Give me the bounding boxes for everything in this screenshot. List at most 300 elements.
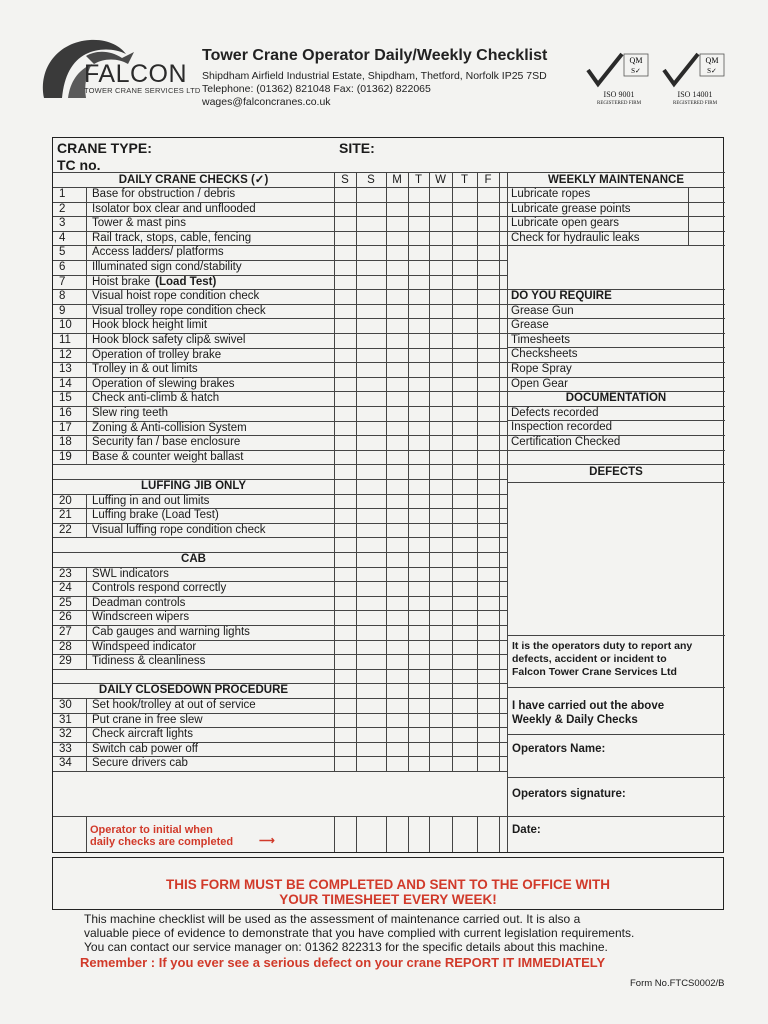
weekly-maintenance-title: WEEKLY MAINTENANCE [547, 174, 685, 186]
day-checkbox[interactable] [386, 216, 408, 231]
initial-box[interactable] [429, 816, 452, 852]
day-checkbox[interactable] [386, 435, 408, 450]
day-checkbox[interactable] [452, 406, 477, 421]
day-checkbox[interactable] [408, 713, 429, 728]
day-checkbox[interactable] [356, 713, 386, 728]
day-checkbox[interactable] [334, 260, 356, 275]
day-checkbox[interactable] [408, 304, 429, 319]
day-checkbox[interactable] [429, 435, 452, 450]
day-checkbox[interactable] [386, 698, 408, 713]
require-item: Checksheets [511, 348, 578, 361]
day-checkbox[interactable] [452, 318, 477, 333]
day-checkbox[interactable] [452, 508, 477, 523]
day-checkbox[interactable] [334, 654, 356, 669]
day-checkbox[interactable] [408, 421, 429, 436]
day-checkbox[interactable] [408, 756, 429, 771]
day-checkbox[interactable] [408, 567, 429, 582]
day-checkbox[interactable] [477, 625, 499, 640]
day-checkbox[interactable] [356, 567, 386, 582]
day-checkbox[interactable] [334, 289, 356, 304]
day-checkbox[interactable] [356, 216, 386, 231]
day-checkbox[interactable] [334, 391, 356, 406]
day-checkbox[interactable] [386, 377, 408, 392]
day-checkbox[interactable] [477, 231, 499, 246]
day-checkbox[interactable] [429, 508, 452, 523]
day-checkbox[interactable] [356, 362, 386, 377]
day-checkbox[interactable] [334, 231, 356, 246]
day-checkbox[interactable] [356, 523, 386, 538]
day-checkbox[interactable] [386, 450, 408, 465]
day-checkbox[interactable] [408, 494, 429, 509]
day-checkbox[interactable] [386, 508, 408, 523]
day-checkbox[interactable] [356, 231, 386, 246]
day-checkbox[interactable] [386, 640, 408, 655]
day-checkbox[interactable] [334, 567, 356, 582]
day-checkbox[interactable] [334, 348, 356, 363]
day-checkbox[interactable] [408, 289, 429, 304]
item-label: Access ladders/ platforms [92, 246, 224, 259]
day-checkbox[interactable] [408, 348, 429, 363]
row-rule [53, 771, 507, 772]
day-checkbox[interactable] [356, 304, 386, 319]
day-checkbox[interactable] [386, 231, 408, 246]
item-label: Trolley in & out limits [92, 363, 198, 376]
day-checkbox[interactable] [386, 289, 408, 304]
day-checkbox[interactable] [408, 640, 429, 655]
day-checkbox[interactable] [334, 756, 356, 771]
day-checkbox[interactable] [408, 406, 429, 421]
weekly-checkbox[interactable] [688, 231, 725, 246]
day-checkbox[interactable] [334, 275, 356, 290]
checklist-item [92, 377, 235, 391]
day-checkbox[interactable] [452, 523, 477, 538]
initial-box[interactable] [334, 816, 356, 852]
day-checkbox[interactable] [429, 216, 452, 231]
day-checkbox[interactable] [386, 610, 408, 625]
day-checkbox[interactable] [386, 318, 408, 333]
day-checkbox[interactable] [356, 435, 386, 450]
day-checkbox[interactable] [452, 391, 477, 406]
day-checkbox[interactable] [356, 318, 386, 333]
day-checkbox[interactable] [429, 756, 452, 771]
operators-signature-field[interactable] [643, 780, 725, 814]
weekly-checkbox[interactable] [688, 216, 725, 231]
day-checkbox[interactable] [334, 318, 356, 333]
operators-name-field[interactable] [619, 737, 725, 773]
day-checkbox[interactable] [386, 596, 408, 611]
defects-area[interactable] [507, 482, 725, 635]
day-checkbox[interactable] [477, 640, 499, 655]
day-checkbox[interactable] [477, 391, 499, 406]
day-checkbox[interactable] [429, 596, 452, 611]
day-checkbox[interactable] [477, 450, 499, 465]
operator-initial-note: Operator to initial when [90, 824, 213, 836]
day-checkbox[interactable] [334, 216, 356, 231]
day-checkbox[interactable] [452, 450, 477, 465]
day-checkbox[interactable] [356, 289, 386, 304]
item-number: 16 [59, 407, 72, 419]
day-checkbox[interactable] [386, 304, 408, 319]
day-checkbox[interactable] [386, 406, 408, 421]
date-field[interactable] [551, 818, 725, 850]
day-checkbox[interactable] [334, 742, 356, 757]
day-checkbox[interactable] [356, 698, 386, 713]
weekly-item: Check for hydraulic leaks [511, 231, 640, 244]
day-checkbox[interactable] [477, 698, 499, 713]
day-checkbox[interactable] [477, 333, 499, 348]
day-checkbox[interactable] [429, 654, 452, 669]
day-checkbox[interactable] [477, 318, 499, 333]
day-checkbox[interactable] [477, 289, 499, 304]
day-checkbox[interactable] [429, 260, 452, 275]
day-checkbox[interactable] [408, 596, 429, 611]
day-checkbox[interactable] [429, 289, 452, 304]
day-checkbox[interactable] [429, 421, 452, 436]
day-checkbox[interactable] [408, 742, 429, 757]
day-checkbox[interactable] [334, 202, 356, 217]
day-checkbox[interactable] [452, 581, 477, 596]
initial-box[interactable] [477, 816, 499, 852]
day-checkbox[interactable] [452, 202, 477, 217]
day-checkbox[interactable] [452, 756, 477, 771]
day-checkbox[interactable] [477, 742, 499, 757]
day-checkbox[interactable] [452, 348, 477, 363]
cert-sub: REGISTERED FIRM [596, 101, 642, 106]
day-checkbox[interactable] [429, 304, 452, 319]
day-checkbox[interactable] [356, 377, 386, 392]
day-checkbox[interactable] [356, 245, 386, 260]
cert-name: ISO 9001 [603, 90, 635, 99]
day-checkbox[interactable] [356, 450, 386, 465]
documentation-title: DOCUMENTATION [565, 392, 667, 405]
day-checkbox[interactable] [334, 523, 356, 538]
day-checkbox[interactable] [477, 245, 499, 260]
day-checkbox[interactable] [334, 727, 356, 742]
day-checkbox[interactable] [386, 260, 408, 275]
day-checkbox[interactable] [408, 202, 429, 217]
day-checkbox[interactable] [429, 187, 452, 202]
day-checkbox[interactable] [452, 713, 477, 728]
day-checkbox[interactable] [408, 581, 429, 596]
day-checkbox[interactable] [452, 698, 477, 713]
initial-box[interactable] [408, 816, 429, 852]
item-label: Hook block height limit [92, 319, 208, 332]
day-checkbox[interactable] [429, 567, 452, 582]
day-checkbox[interactable] [452, 494, 477, 509]
checklist-item [92, 187, 235, 201]
day-checkbox[interactable] [356, 756, 386, 771]
day-checkbox[interactable] [386, 567, 408, 582]
day-checkbox[interactable] [386, 275, 408, 290]
item-label: Operation of slewing brakes [92, 377, 235, 390]
day-checkbox[interactable] [386, 494, 408, 509]
day-checkbox[interactable] [452, 421, 477, 436]
day-checkbox[interactable] [452, 596, 477, 611]
day-checkbox[interactable] [408, 450, 429, 465]
day-checkbox[interactable] [477, 508, 499, 523]
day-checkbox[interactable] [356, 727, 386, 742]
day-checkbox[interactable] [408, 275, 429, 290]
item-label: Controls respond correctly [92, 582, 227, 595]
require-item: Timesheets [511, 333, 571, 346]
item-number: 7 [59, 275, 66, 288]
day-checkbox[interactable] [334, 596, 356, 611]
day-checkbox[interactable] [477, 567, 499, 582]
day-checkbox[interactable] [429, 742, 452, 757]
day-checkbox[interactable] [386, 348, 408, 363]
column-rule [452, 172, 453, 772]
cert-sub: REGISTERED FIRM [672, 101, 718, 106]
item-label: Windscreen wipers [92, 611, 190, 624]
day-checkbox[interactable] [452, 377, 477, 392]
day-checkbox[interactable] [356, 581, 386, 596]
day-checkbox[interactable] [386, 421, 408, 436]
day-checkbox[interactable] [408, 260, 429, 275]
day-checkbox[interactable] [452, 260, 477, 275]
day-checkbox[interactable] [452, 610, 477, 625]
item-label: Visual luffing rope condition check [92, 523, 266, 536]
day-checkbox[interactable] [386, 202, 408, 217]
day-checkbox[interactable] [334, 640, 356, 655]
day-checkbox[interactable] [408, 523, 429, 538]
initial-box[interactable] [452, 816, 477, 852]
day-checkbox[interactable] [477, 187, 499, 202]
day-checkbox[interactable] [477, 260, 499, 275]
day-checkbox[interactable] [477, 523, 499, 538]
day-checkbox[interactable] [356, 260, 386, 275]
day-checkbox[interactable] [477, 581, 499, 596]
day-checkbox[interactable] [429, 202, 452, 217]
day-checkbox[interactable] [408, 362, 429, 377]
day-checkbox[interactable] [356, 640, 386, 655]
day-checkbox[interactable] [408, 391, 429, 406]
day-checkbox[interactable] [429, 494, 452, 509]
day-checkbox[interactable] [356, 187, 386, 202]
day-checkbox[interactable] [429, 640, 452, 655]
day-checkbox[interactable] [386, 756, 408, 771]
day-checkbox[interactable] [334, 435, 356, 450]
day-checkbox[interactable] [477, 202, 499, 217]
day-checkbox[interactable] [477, 275, 499, 290]
day-checkbox[interactable] [408, 333, 429, 348]
day-checkbox[interactable] [356, 494, 386, 509]
day-checkbox[interactable] [452, 742, 477, 757]
day-checkbox[interactable] [477, 756, 499, 771]
crane-type-label: CRANE TYPE: [57, 140, 152, 156]
day-checkbox[interactable] [452, 231, 477, 246]
checklist-item [92, 640, 196, 654]
day-checkbox[interactable] [408, 216, 429, 231]
day-checkbox[interactable] [334, 508, 356, 523]
day-checkbox[interactable] [429, 377, 452, 392]
day-checkbox[interactable] [429, 318, 452, 333]
day-checkbox[interactable] [334, 377, 356, 392]
day-checkbox[interactable] [429, 391, 452, 406]
day-checkbox[interactable] [452, 362, 477, 377]
checklist-item [92, 610, 189, 624]
day-checkbox[interactable] [408, 508, 429, 523]
day-checkbox[interactable] [477, 216, 499, 231]
item-label: Security fan / base enclosure [92, 436, 241, 449]
item-label: Hook block safety clip& swivel [92, 334, 246, 346]
day-checkbox[interactable] [356, 508, 386, 523]
day-checkbox[interactable] [356, 391, 386, 406]
item-label: Put crane in free slew [92, 713, 203, 726]
day-checkbox[interactable] [386, 245, 408, 260]
day-checkbox[interactable] [408, 377, 429, 392]
day-checkbox[interactable] [356, 333, 386, 348]
day-checkbox[interactable] [429, 348, 452, 363]
day-checkbox[interactable] [429, 450, 452, 465]
day-checkbox[interactable] [429, 727, 452, 742]
checklist-item [92, 756, 188, 770]
day-checkbox[interactable] [408, 318, 429, 333]
day-checkbox[interactable] [356, 275, 386, 290]
weekly-item: Lubricate open gears [511, 217, 620, 230]
row-rule [507, 450, 725, 451]
day-checkbox[interactable] [408, 698, 429, 713]
day-checkbox[interactable] [477, 348, 499, 363]
day-checkbox[interactable] [477, 713, 499, 728]
day-checkbox[interactable] [429, 713, 452, 728]
day-checkbox[interactable] [452, 727, 477, 742]
email-link[interactable]: wages@falconcranes.co.uk [202, 96, 331, 108]
checklist-item [92, 742, 198, 756]
item-label: Check aircraft lights [92, 728, 193, 741]
day-checkbox[interactable] [408, 435, 429, 450]
item-number: 34 [59, 757, 72, 770]
day-checkbox[interactable] [477, 610, 499, 625]
day-checkbox[interactable] [356, 202, 386, 217]
day-checkbox[interactable] [334, 581, 356, 596]
day-checkbox[interactable] [429, 581, 452, 596]
day-checkbox[interactable] [334, 362, 356, 377]
day-checkbox[interactable] [452, 289, 477, 304]
day-checkbox[interactable] [452, 275, 477, 290]
day-checkbox[interactable] [477, 494, 499, 509]
day-checkbox[interactable] [452, 625, 477, 640]
day-checkbox[interactable] [429, 610, 452, 625]
day-checkbox[interactable] [408, 654, 429, 669]
qm-label: QM [705, 56, 719, 65]
day-checkbox[interactable] [408, 231, 429, 246]
day-checkbox[interactable] [408, 245, 429, 260]
day-checkbox[interactable] [386, 187, 408, 202]
day-checkbox[interactable] [452, 304, 477, 319]
item-label-bold: (Load Test) [155, 275, 217, 288]
day-checkbox[interactable] [334, 450, 356, 465]
day-checkbox[interactable] [334, 187, 356, 202]
weekly-checkbox[interactable] [688, 187, 725, 202]
day-checkbox[interactable] [429, 362, 452, 377]
day-checkbox[interactable] [386, 581, 408, 596]
day-checkbox[interactable] [356, 596, 386, 611]
row-rule [507, 777, 725, 778]
day-checkbox[interactable] [477, 435, 499, 450]
day-checkbox[interactable] [334, 713, 356, 728]
day-checkbox[interactable] [334, 698, 356, 713]
day-checkbox[interactable] [386, 713, 408, 728]
day-checkbox[interactable] [477, 362, 499, 377]
day-checkbox[interactable] [452, 435, 477, 450]
day-checkbox[interactable] [356, 421, 386, 436]
day-checkbox[interactable] [334, 494, 356, 509]
day-checkbox[interactable] [477, 377, 499, 392]
item-number: 33 [59, 742, 72, 755]
day-checkbox[interactable] [452, 567, 477, 582]
day-checkbox[interactable] [386, 391, 408, 406]
item-label: Windspeed indicator [92, 640, 197, 653]
day-checkbox[interactable] [386, 523, 408, 538]
day-checkbox[interactable] [452, 216, 477, 231]
day-checkbox[interactable] [334, 333, 356, 348]
day-checkbox[interactable] [429, 406, 452, 421]
day-checkbox[interactable] [408, 610, 429, 625]
day-checkbox[interactable] [429, 231, 452, 246]
operator-initial-note: daily checks are completed [90, 836, 234, 848]
checklist-item [92, 508, 219, 522]
day-checkbox[interactable] [334, 610, 356, 625]
day-checkbox[interactable] [477, 727, 499, 742]
day-checkbox[interactable] [429, 245, 452, 260]
day-checkbox[interactable] [334, 245, 356, 260]
day-checkbox[interactable] [452, 245, 477, 260]
day-checkbox[interactable] [334, 304, 356, 319]
item-label: Luffing brake (Load Test) [92, 509, 219, 522]
day-checkbox[interactable] [386, 654, 408, 669]
day-checkbox[interactable] [429, 523, 452, 538]
day-checkbox[interactable] [386, 333, 408, 348]
day-checkbox[interactable] [477, 654, 499, 669]
day-checkbox[interactable] [386, 727, 408, 742]
day-checkbox[interactable] [386, 742, 408, 757]
day-checkbox[interactable] [429, 275, 452, 290]
initial-box[interactable] [386, 816, 408, 852]
day-checkbox[interactable] [334, 406, 356, 421]
day-checkbox[interactable] [429, 333, 452, 348]
day-checkbox[interactable] [334, 421, 356, 436]
item-label: Deadman controls [92, 596, 186, 609]
day-checkbox[interactable] [452, 654, 477, 669]
day-checkbox[interactable] [386, 362, 408, 377]
day-checkbox[interactable] [477, 596, 499, 611]
day-checkbox[interactable] [356, 625, 386, 640]
day-checkbox[interactable] [386, 625, 408, 640]
day-checkbox[interactable] [356, 742, 386, 757]
day-checkbox[interactable] [452, 187, 477, 202]
day-checkbox[interactable] [356, 654, 386, 669]
day-checkbox[interactable] [356, 406, 386, 421]
day-checkbox[interactable] [334, 625, 356, 640]
day-checkbox[interactable] [477, 421, 499, 436]
paragraph-line: valuable piece of evidence to demonstrate that you have complied with current legislation requirements. [84, 926, 635, 940]
day-checkbox[interactable] [408, 625, 429, 640]
weekly-checkbox[interactable] [688, 202, 725, 217]
day-checkbox[interactable] [477, 406, 499, 421]
day-checkbox[interactable] [429, 625, 452, 640]
day-checkbox[interactable] [356, 348, 386, 363]
initial-box[interactable] [356, 816, 386, 852]
item-label: Illuminated sign cond/stability [92, 261, 242, 273]
day-checkbox[interactable] [429, 698, 452, 713]
day-checkbox[interactable] [356, 610, 386, 625]
day-checkbox[interactable] [408, 187, 429, 202]
item-label: Tidiness & cleanliness [92, 655, 206, 668]
day-checkbox[interactable] [477, 304, 499, 319]
day-checkbox[interactable] [408, 727, 429, 742]
day-checkbox[interactable] [452, 640, 477, 655]
day-checkbox[interactable] [452, 333, 477, 348]
